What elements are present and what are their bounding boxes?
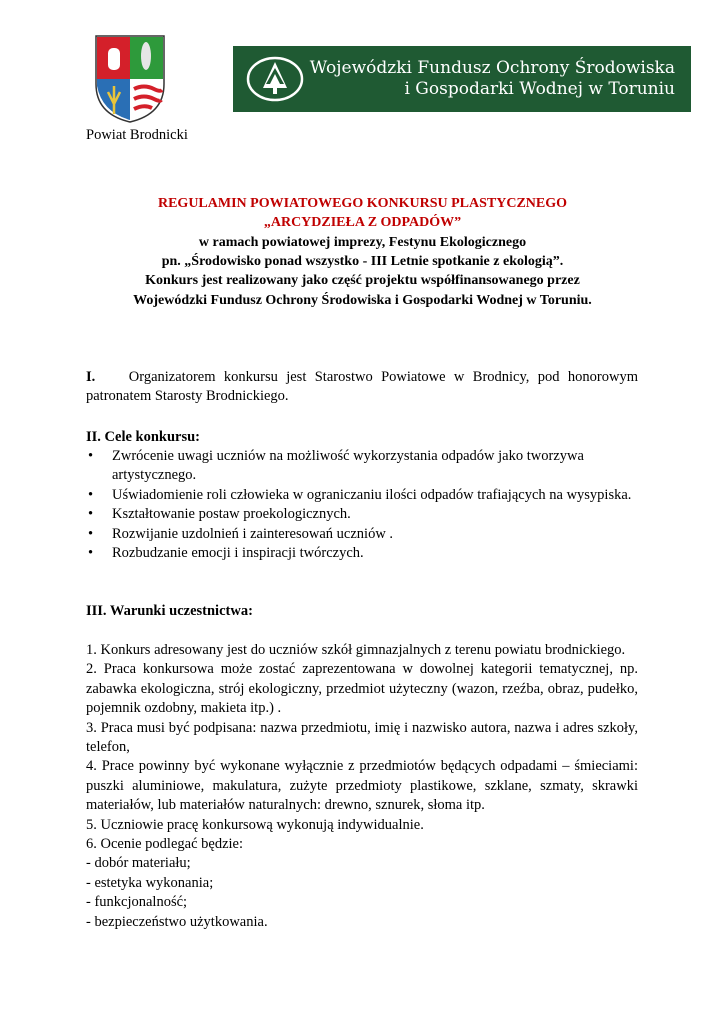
county-name: Powiat Brodnicki (86, 127, 188, 143)
criteria-item: - dobór materiału; (86, 855, 191, 872)
criteria-item: - bezpieczeństwo użytkowania. (86, 913, 268, 930)
condition-4: 4. Prace powinny być wykonane wyłącznie z przedmiotów będących odpadami – śmieciami: puszki aluminiowe, makulatura, zużyte przedmioty plastikowe, szklane, szmaty, skrawki materiałów, lub materiałów naturalnych: drewno, sznurek, słoma itp. (86, 758, 638, 814)
goal-item: • Rozbudzanie emocji i inspiracji twórczych. (86, 544, 638, 563)
section-3-heading: III. Warunki uczestnictwa: (86, 603, 253, 619)
title-line1: REGULAMIN POWIATOWEGO KONKURSU PLASTYCZNEGO (157, 196, 568, 211)
title-line5: Konkurs jest realizowany jako część projektu współfinansowanego przez (145, 273, 580, 288)
goal-item: • Zwrócenie uwagi uczniów na możliwość wykorzystania odpadów jako tworzywa artystycznego. (86, 447, 638, 486)
condition-5: 5. Uczniowie pracę konkursową wykonują indywidualnie. (86, 816, 424, 833)
section-3-body (86, 641, 638, 932)
criteria-item: - funkcjonalność; (86, 894, 188, 911)
title-line2: „ARCYDZIEŁA Z ODPADÓW” (263, 215, 462, 230)
section-2-heading: II. Cele konkursu: (86, 429, 201, 445)
section-1-text: Organizatorem konkursu jest Starostwo Powiatowe w Brodnicy, pod honorowym patronatem Starosty Brodnickiego. (86, 369, 639, 405)
section-1-number: I. (86, 369, 96, 385)
section-2-list (86, 447, 638, 563)
condition-2: 2. Praca konkursowa może zostać zaprezentowana w dowolnej kategorii tematycznej, np. zabawka ekologiczna, strój ekologiczny, przedmiot użyteczny (wazon, rzeźba, obraz, pudełko, pojemnik ozdobny, makieta itp.) . (86, 661, 638, 717)
title-line6: Wojewódzki Fundusz Ochrony Środowiska i Gospodarki Wodnej w Toruniu. (133, 293, 592, 308)
section-1 (86, 368, 638, 407)
fund-name (310, 58, 675, 100)
condition-6: 6. Ocenie podlegać będzie: (86, 836, 244, 853)
fund-logo-icon (245, 54, 305, 104)
criteria-item: - estetyka wykonania; (86, 874, 214, 891)
goal-item: • Kształtowanie postaw proekologicznych. (86, 505, 638, 524)
goal-item: • Uświadomienie roli człowieka w ograniczaniu ilości odpadów trafiających na wysypiska. (86, 486, 638, 505)
county-coat-of-arms (94, 34, 166, 124)
condition-3: 3. Praca musi być podpisana: nazwa przedmiotu, imię i nazwisko autora, nazwa i adres szkoły, telefon, (86, 719, 638, 756)
condition-1: 1. Konkurs adresowany jest do uczniów szkół gimnazjalnych z terenu powiatu brodnickiego. (86, 642, 626, 658)
fund-name-line2: i Gospodarki Wodnej w Toruniu (404, 79, 675, 99)
title-line3: w ramach powiatowej imprezy, Festynu Ekologicznego (198, 235, 527, 250)
title-line4: pn. „Środowisko ponad wszystko - III Letnie spotkanie z ekologią”. (161, 254, 564, 269)
goal-item: • Rozwijanie uzdolnień i zainteresowań uczniów . (86, 525, 638, 544)
fund-banner (233, 46, 691, 112)
fund-name-line1: Wojewódzki Fundusz Ochrony Środowiska (309, 58, 675, 78)
